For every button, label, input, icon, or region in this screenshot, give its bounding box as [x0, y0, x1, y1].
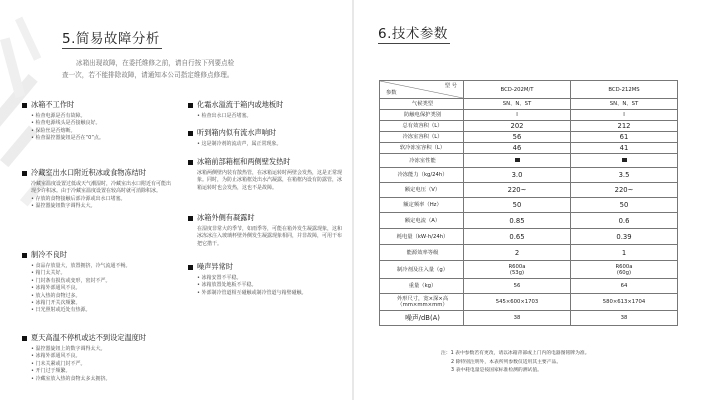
row-label: 额定电压（V） [380, 183, 464, 198]
table-notes [441, 350, 590, 376]
table-row [380, 213, 678, 229]
fault-paragraph: 在湿度非常大的季节，如雨季等，可能在箱外发生凝露现象，这和冰冻冰注入玻璃杯壁外侧发生凝露现象相同，并非故障，可用干布把它揩干。 [197, 226, 343, 247]
refrigerant-amount: (53g) [509, 269, 525, 276]
row-value: 202 [464, 121, 571, 132]
header-param-label: 参数 [386, 90, 397, 96]
right-page [354, 0, 707, 400]
table-row [380, 198, 678, 213]
row-value [571, 154, 678, 168]
spec-table [379, 80, 678, 326]
row-value: 220~ [571, 183, 678, 198]
fault-title: 冰箱不工作时 [31, 100, 75, 109]
freezer-star-icon [515, 158, 520, 162]
row-value: 1 [571, 245, 678, 261]
row-label [380, 154, 464, 168]
fault-check-line: • 检查出水口是否堵塞。 [197, 113, 338, 120]
table-row [380, 261, 678, 279]
page-title: 5.简易故障分析 [62, 27, 162, 49]
header-diagonal-cell [380, 81, 464, 99]
bullet-square-icon [188, 160, 193, 165]
fault-check-line: • 检查电源是否有故障。 [31, 113, 172, 120]
fault-check-line: • 冰箱外部通风不良。 [31, 353, 192, 360]
row-value [571, 261, 678, 279]
fault-check-line: • 冰箱门开关次频繁。 [31, 300, 172, 307]
fault-title: 冷藏室出水口附近积冰或食物冻结时 [31, 168, 147, 177]
row-value: 56 [464, 279, 571, 294]
note-line: 注：1 表中参数若有更改，请以冰箱背部或上门内的电器图铭牌为准。 [441, 351, 590, 356]
row-value: 0.6 [571, 213, 678, 229]
fault-title: 夏天高温不停机或达不到设定温度时 [31, 333, 147, 342]
fault-title: 制冷不良时 [31, 250, 67, 259]
table-row [380, 99, 678, 110]
fault-check-line: • 检查电源线头是否接触良好。 [31, 120, 172, 127]
row-value: 212 [571, 121, 678, 132]
bullet-square-icon [188, 216, 193, 221]
row-value: 0.85 [464, 213, 571, 229]
bullet-square-icon [22, 336, 27, 341]
row-value: 3.0 [464, 168, 571, 183]
intro-line: 冰箱出现故障，在委托维修之前，请自行按下列要点检 [76, 59, 235, 67]
row-label: 冷冻能力（kg/24h） [380, 168, 464, 183]
table-row [380, 110, 678, 121]
row-value: SN、N、ST [464, 99, 571, 110]
fault-paragraph: 冷藏室温度设置过低或天气潮湿时，冷藏室出水口附近有可能出现少许积冰。由于冷藏室温度设置在较高时就可消除积冰。 [31, 181, 172, 195]
fault-check-line: • 温控器旋钮上的数字调得太大。 [31, 346, 192, 353]
bullet-square-icon [22, 253, 27, 258]
freezer-star-icon [622, 158, 627, 162]
bullet-square-icon [22, 103, 27, 108]
fault-check-line: • 箱门太关好。 [31, 270, 172, 277]
row-label-text: 外形尺寸，宽×深×高 [396, 296, 449, 302]
refrigerant-amount: (60g) [616, 269, 632, 276]
row-value: 41 [571, 143, 678, 154]
fault-item [188, 213, 343, 248]
row-value: 0.39 [571, 229, 678, 245]
row-value: 46 [464, 143, 571, 154]
row-label: 额定电流（A） [380, 213, 464, 229]
fault-check-line: • 冷藏室放入热的食物太多太拥挤。 [31, 376, 192, 383]
row-value: 2 [464, 245, 571, 261]
fault-check-line: • 门未关紧或门封不严。 [31, 361, 192, 368]
fault-title: 冰箱前部箱框和两侧壁发热时 [197, 157, 291, 166]
row-label: 重量（kg） [380, 279, 464, 294]
fault-item [22, 100, 172, 143]
fault-check-line: • 食品存放量大，放置拥挤，冷气流通不畅。 [31, 263, 172, 270]
fault-item [22, 168, 174, 211]
row-value: 38 [571, 311, 678, 326]
row-label-text: 冷冻室性能 [409, 157, 436, 164]
fault-item [188, 157, 343, 192]
fault-check-line: • 冰箱放置处地板不平稳。 [197, 282, 348, 289]
fault-check-line: • 存放的食物接触后部冷源或出水口堵塞。 [31, 196, 174, 203]
model-header: BCD-212MS [571, 81, 678, 99]
row-value: 220~ [464, 183, 571, 198]
table-row [380, 121, 678, 132]
bullet-square-icon [188, 265, 193, 270]
row-label-unit: （mm×mm×mm） [397, 302, 448, 308]
fault-paragraph: 冰箱两侧壁内装有散热管，在冰箱运转时两壁会发热，这是正常现象。同时，为防止冰箱框处出水汽凝露，在箱框内设有防露管，冰箱运转时也会发热，这也不是故障。 [197, 170, 343, 191]
fault-check-line: • 开门过于频繁。 [31, 368, 192, 375]
fault-title: 冰箱外侧有凝露时 [197, 213, 255, 222]
table-row [380, 143, 678, 154]
header-model-label: 型 号 [444, 83, 457, 89]
bullet-square-icon [188, 103, 193, 108]
table-row [380, 229, 678, 245]
fault-item [188, 262, 348, 297]
row-label [380, 294, 464, 311]
fault-check-line: • 外部制冷管道相互碰触或制冷管道与箱壁碰触。 [197, 290, 348, 297]
intro-text [62, 57, 282, 81]
row-value: 0.65 [464, 229, 571, 245]
table-row [380, 154, 678, 168]
fault-title: 听到箱内似有流水声响时 [197, 128, 277, 137]
row-value: 545×600×1703 [464, 294, 571, 311]
row-value [464, 154, 571, 168]
model-header: BCD-202M/T [464, 81, 571, 99]
row-value: 56 [464, 132, 571, 143]
row-value: I [571, 110, 678, 121]
table-row [380, 294, 678, 311]
note-line: 2 除特别注明外，本表所列参数仅适用其主要产品。 [451, 359, 562, 365]
fault-item [188, 100, 338, 120]
table-row [380, 168, 678, 183]
refrigerant-name: R600a [508, 263, 526, 270]
row-label: 冷冻室容积（L） [380, 132, 464, 143]
fault-check-line: • 保险丝是否熔断。 [31, 128, 172, 135]
refrigerant-name: R600a [615, 263, 633, 270]
bullet-square-icon [188, 131, 193, 136]
page-title: 6.技术参数 [378, 22, 450, 44]
row-value: 50 [464, 198, 571, 213]
row-value: 50 [571, 198, 678, 213]
fault-check-line: • 放入热的食物过多。 [31, 293, 172, 300]
row-label: 防触电保护类别 [380, 110, 464, 121]
table-row [380, 245, 678, 261]
row-label: 软冷冻室容积（L） [380, 143, 464, 154]
table-row [380, 183, 678, 198]
fault-check-line: • 冰箱安置不平稳。 [197, 275, 348, 282]
table-row [380, 279, 678, 294]
row-value: 580×613×1704 [571, 294, 678, 311]
fault-item [188, 128, 338, 148]
fault-item [22, 333, 192, 383]
row-label: 制冷剂及注入量（g） [380, 261, 464, 279]
fault-check-line: • 日光照射或近处有热源。 [31, 307, 172, 314]
table-header-row [380, 81, 678, 99]
bullet-square-icon [22, 171, 27, 176]
fault-title: 噪声异常时 [197, 262, 233, 271]
table-row [380, 132, 678, 143]
row-value: 3.5 [571, 168, 678, 183]
row-value: 61 [571, 132, 678, 143]
fault-item [22, 250, 172, 315]
fault-check-line: • 检查温控器旋钮是否在“0”点。 [31, 135, 172, 142]
row-label: 能源效率等级 [380, 245, 464, 261]
row-label: 总有效容积（L） [380, 121, 464, 132]
fault-title: 化霜水溢流于箱内或地板时 [197, 100, 284, 109]
table-row [380, 311, 678, 326]
row-value: 64 [571, 279, 678, 294]
row-label: 噪声/dB(A) [380, 311, 464, 326]
decorative-stripe [0, 37, 25, 98]
intro-line: 查一次，若不能排除故障，请通知本公司指定维修点修理。 [62, 71, 234, 79]
row-value: I [464, 110, 571, 121]
fault-check-line: • 温控器旋钮数字调得太大。 [31, 203, 174, 210]
fault-check-line: • 门封条有损伤或变形，密封不严。 [31, 278, 172, 285]
fault-check-line: • 这是制冷剂的流动声，属正常现象。 [197, 141, 338, 148]
decorative-stripe [15, 17, 41, 61]
row-value [464, 261, 571, 279]
row-value: SN、N、ST [571, 99, 678, 110]
row-label: 气候类型 [380, 99, 464, 110]
fault-check-line: • 冰箱外部通风不良。 [31, 285, 172, 292]
note-line: 3 表中耗电量是按国家标准检测的测试值。 [451, 368, 542, 373]
row-value: 38 [464, 311, 571, 326]
row-label: 耗电量（kW·h/24h） [380, 229, 464, 245]
row-label: 额定频率（Hz） [380, 198, 464, 213]
